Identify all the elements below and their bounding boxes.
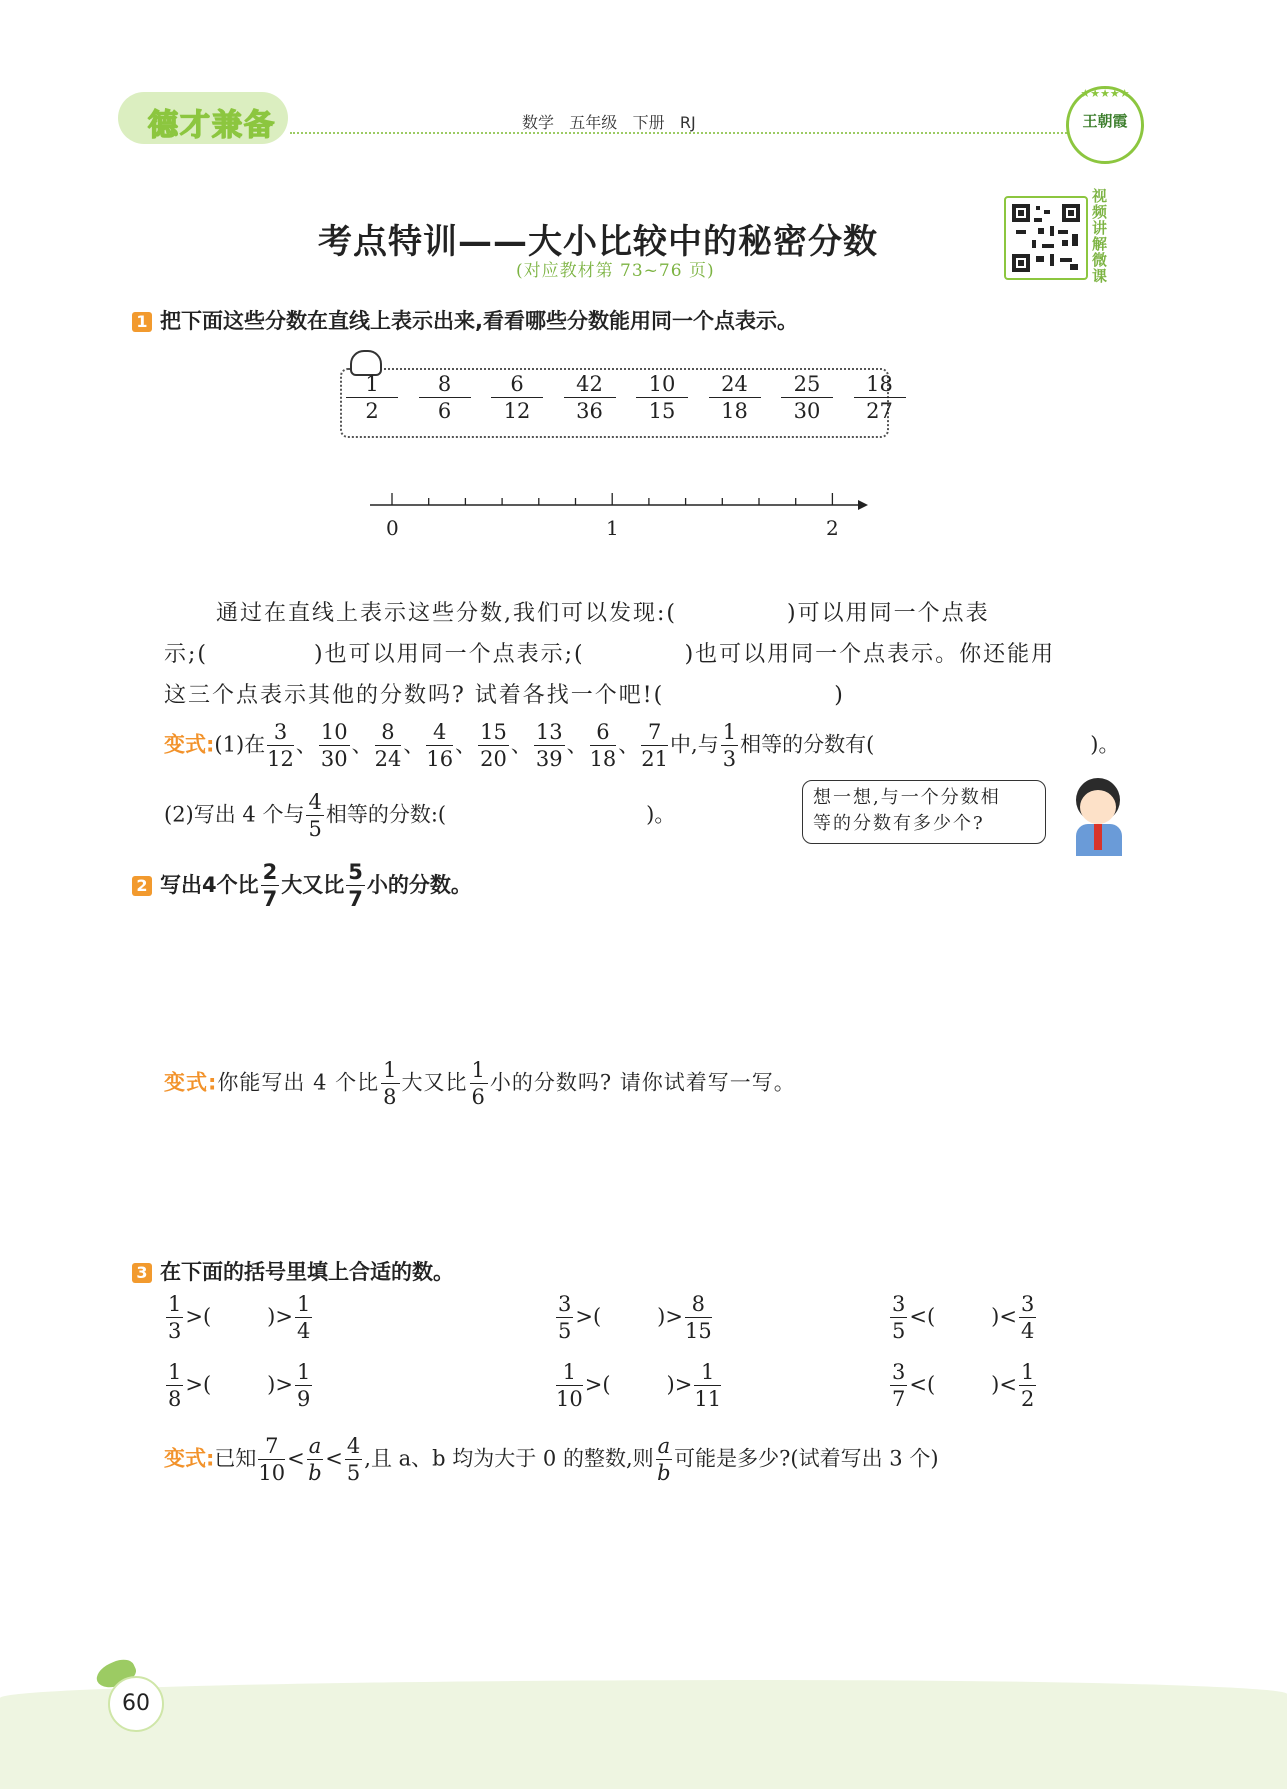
inequality-item (164, 1362, 314, 1410)
box-fraction: $\frac{18}{27}$ (854, 374, 906, 422)
left-fraction: $\frac{3}{5}$ (892, 1292, 906, 1343)
qr-label: 视频讲解微课 (1092, 187, 1108, 285)
v1-fraction: $\frac{6}{18}$ (589, 720, 617, 771)
operator: )> (657, 1304, 683, 1329)
separator: 、 (403, 732, 425, 757)
box-fraction: $\frac{6}{12}$ (491, 374, 543, 422)
axis-label-1: 1 (606, 516, 619, 540)
grade: 五年级 (569, 113, 618, 132)
v1-fraction: $\frac{10}{30}$ (320, 720, 348, 771)
page-number: 60 (108, 1676, 164, 1732)
boy-character (1068, 776, 1132, 856)
edition: RJ (679, 113, 696, 132)
left-fraction: $\frac{3}{5}$ (558, 1292, 572, 1343)
footer-band (0, 1680, 1287, 1789)
para-text: 示;( (164, 642, 208, 667)
para-text: 通过在直线上表示这些分数,我们可以发现:( (216, 601, 677, 626)
left-fraction: $\frac{1}{10}$ (556, 1360, 583, 1411)
q2-variant-text: 你能写出 4 个比 (217, 1070, 380, 1095)
q1-number: 1 (132, 312, 152, 332)
operator: <( (909, 1372, 936, 1397)
inequality-item (888, 1362, 1038, 1410)
right-fraction: $\frac{1}{2}$ (1020, 1360, 1035, 1411)
operator: )> (267, 1304, 293, 1329)
separator: 、 (455, 732, 477, 757)
v1-fraction: $\frac{8}{24}$ (374, 720, 402, 771)
box-fraction: $\frac{24}{18}$ (709, 374, 761, 422)
q2-prompt (132, 862, 472, 910)
separator: 、 (351, 732, 373, 757)
q3-variant-fraction-ab-2: $\frac{a}{b}$ (657, 1434, 671, 1485)
v1-mid: 中,与 (670, 732, 719, 757)
arrow-icon (858, 500, 868, 510)
qr-code[interactable] (1004, 196, 1088, 280)
q1-paragraph-line-1 (216, 596, 990, 627)
left-fraction: $\frac{1}{8}$ (168, 1360, 182, 1411)
q3-number: 3 (132, 1263, 152, 1283)
q3-variant-fraction-2: $\frac{4}{5}$ (346, 1434, 361, 1485)
logo-text: 德才兼备 (148, 108, 276, 143)
q2-variant-fraction-1: $\frac{1}{8}$ (383, 1058, 398, 1109)
q1-prompt-text: 把下面这些分数在直线上表示出来,看看哪些分数能用同一个点表示。 (160, 309, 798, 333)
q3-inequality-grid (164, 1294, 1064, 1434)
v1-fraction: $\frac{3}{12}$ (267, 720, 294, 771)
q3-prompt (132, 1256, 454, 1286)
brand-seal (1066, 86, 1144, 164)
v2-suffix: 相等的分数:( (325, 802, 447, 827)
box-fraction: $\frac{25}{30}$ (781, 374, 833, 422)
brand-seal-text: 王朝霞 (1082, 112, 1128, 130)
inequality-item (554, 1362, 723, 1410)
q3-variant-text: 已知 (214, 1446, 257, 1471)
inequality-item (554, 1294, 714, 1342)
less-than: < (325, 1446, 343, 1471)
q1-fraction-list (340, 372, 893, 434)
right-fraction: $\frac{1}{9}$ (296, 1360, 311, 1411)
v1-end: )。 (1090, 732, 1120, 757)
q3-variant-text: ,且 a、b 均为大于 0 的整数,则 (364, 1446, 654, 1471)
q3-variant-fraction-ab: $\frac{a}{b}$ (308, 1434, 322, 1485)
q2-fraction-2: $\frac{5}{7}$ (348, 860, 363, 911)
subject: 数学 (522, 113, 555, 132)
axis-label-2: 2 (826, 516, 839, 540)
page-subtitle: (对应教材第 73~76 页) (516, 261, 715, 281)
operator: )< (991, 1304, 1017, 1329)
volume: 下册 (632, 113, 665, 132)
q2-variant-text: 大又比 (401, 1070, 468, 1095)
para-text: )也可以用同一个点表示;( (314, 642, 585, 667)
right-fraction: $\frac{1}{11}$ (694, 1360, 722, 1411)
box-fraction: $\frac{10}{15}$ (636, 374, 688, 422)
q1-variant-1 (164, 722, 1120, 770)
v2-prefix: (2)写出 4 个与 (164, 802, 305, 827)
q2-variant (164, 1060, 796, 1108)
q3-variant-text: 可能是多少?(试着写出 3 个) (674, 1446, 939, 1471)
q1-paragraph-line-2 (164, 637, 1055, 668)
header (0, 0, 1287, 150)
right-fraction: $\frac{8}{15}$ (684, 1292, 712, 1343)
para-text: )可以用同一个点表 (787, 601, 990, 626)
box-fraction: $\frac{1}{2}$ (346, 374, 398, 422)
q2-variant-fraction-2: $\frac{1}{6}$ (471, 1058, 486, 1109)
v1-suffix: 相等的分数有( (740, 732, 875, 757)
right-fraction: $\frac{3}{4}$ (1020, 1292, 1035, 1343)
separator: 、 (618, 732, 640, 757)
less-than: < (287, 1446, 305, 1471)
separator: 、 (295, 732, 317, 757)
variant-label: 变式: (164, 1446, 215, 1471)
axis-label-0: 0 (386, 516, 399, 540)
operator: >( (185, 1372, 212, 1397)
number-line-ticks (392, 493, 832, 505)
variant-label: 变式: (164, 1070, 218, 1095)
para-text: 这三个点表示其他的分数吗? 试着各找一个吧!( (164, 683, 665, 708)
v1-fraction: $\frac{15}{20}$ (480, 720, 507, 771)
v1-fraction: $\frac{13}{39}$ (535, 720, 563, 771)
operator: >( (584, 1372, 611, 1397)
q2-fraction-1: $\frac{2}{7}$ (262, 860, 278, 911)
separator: 、 (566, 732, 588, 757)
bubble-line-2: 等的分数有多少个? (813, 813, 985, 834)
operator: >( (185, 1304, 212, 1329)
q3-prompt-text: 在下面的括号里填上合适的数。 (160, 1260, 454, 1284)
qr-code-icon (1012, 204, 1080, 272)
page-title: 考点特训——大小比较中的秘密分数 (318, 222, 878, 262)
operator: )< (991, 1372, 1017, 1397)
left-fraction: $\frac{1}{3}$ (168, 1292, 182, 1343)
v1-fraction: $\frac{4}{16}$ (426, 720, 454, 771)
q2-text: 大又比 (281, 873, 345, 897)
right-fraction: $\frac{1}{4}$ (296, 1292, 311, 1343)
q2-variant-text: 小的分数吗? 请你试着写一写。 (489, 1070, 796, 1095)
q2-number: 2 (132, 876, 152, 896)
operator: )> (267, 1372, 293, 1397)
v1-ref-fraction: $\frac{1}{3}$ (722, 720, 737, 771)
operator: <( (909, 1304, 936, 1329)
v1-fraction: $\frac{7}{21}$ (641, 720, 669, 771)
v2-fraction: $\frac{4}{5}$ (308, 790, 322, 841)
bubble-line-1: 想一想,与一个分数相 (813, 787, 1001, 808)
q1-variant-2 (164, 792, 675, 840)
v1-fraction-list (265, 720, 670, 771)
speech-bubble (802, 780, 1046, 844)
q1-prompt (132, 305, 798, 335)
header-book-info (522, 110, 696, 133)
v1-prefix: (1)在 (214, 732, 266, 757)
stars-icon: ★★★★★ (1080, 87, 1130, 100)
para-text: ) (834, 683, 845, 708)
box-fraction: $\frac{42}{36}$ (564, 374, 616, 422)
q2-text: 写出4个比 (160, 873, 259, 897)
variant-label: 变式: (164, 732, 215, 757)
v2-end: )。 (646, 802, 676, 827)
operator: >( (575, 1304, 602, 1329)
q1-paragraph-line-3 (164, 678, 845, 709)
q2-text: 小的分数。 (366, 873, 472, 897)
separator: 、 (510, 732, 532, 757)
inequality-item (164, 1294, 314, 1342)
operator: )> (666, 1372, 693, 1397)
box-fraction: $\frac{8}{6}$ (419, 374, 471, 422)
left-fraction: $\frac{3}{7}$ (892, 1360, 906, 1411)
para-text: )也可以用同一个点表示。你还能用 (684, 642, 1056, 667)
inequality-item (888, 1294, 1038, 1342)
q3-variant (164, 1436, 939, 1484)
q3-variant-fraction-1: $\frac{7}{10}$ (258, 1434, 286, 1485)
